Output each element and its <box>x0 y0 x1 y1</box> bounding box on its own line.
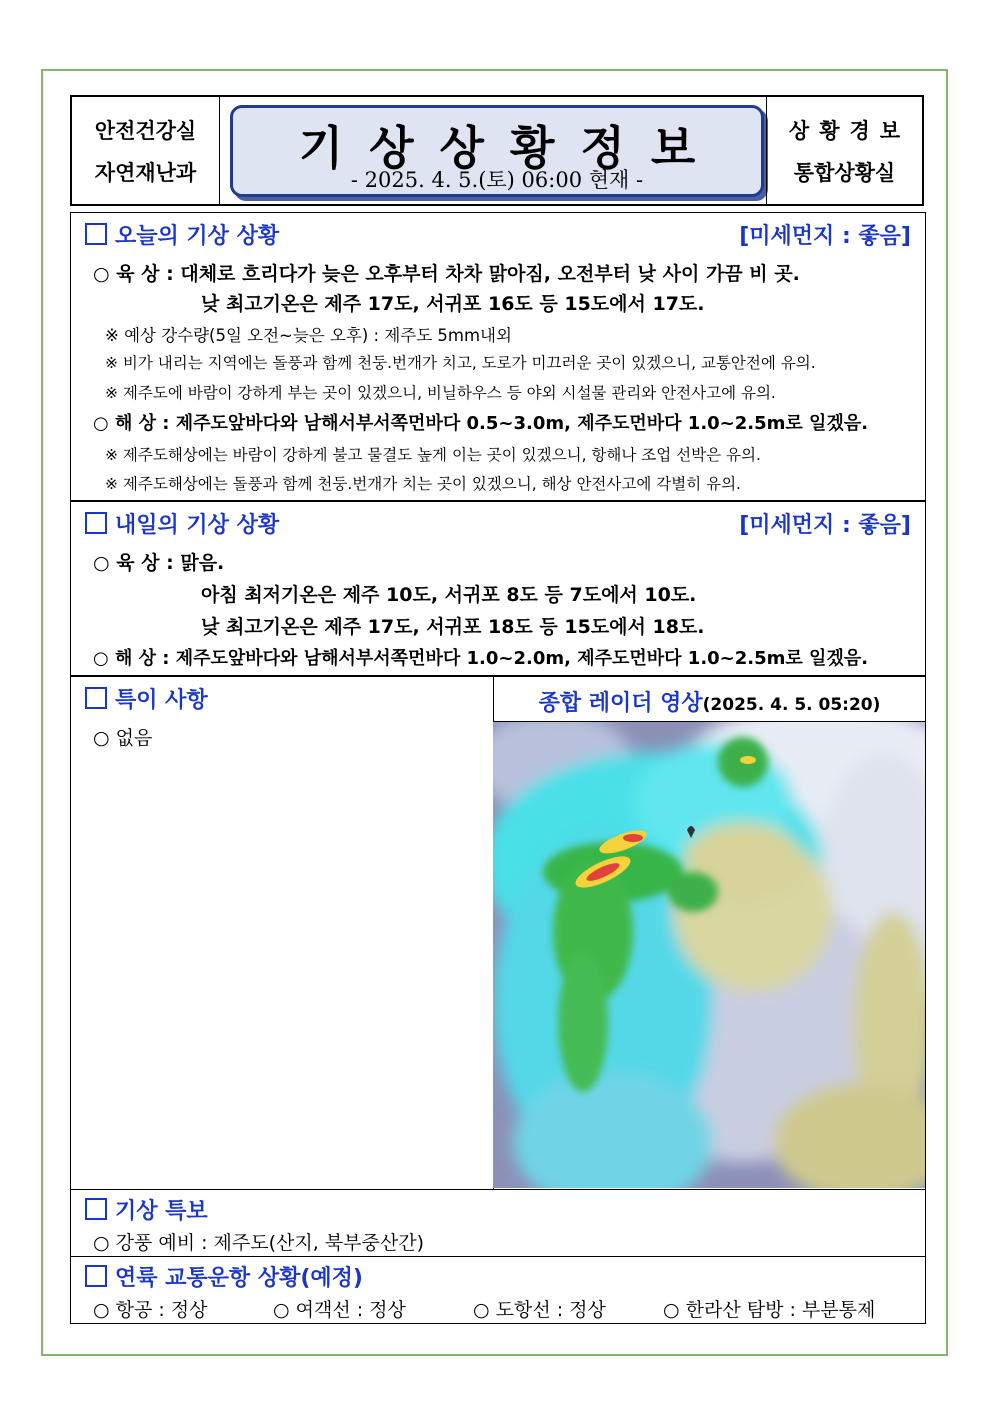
special-heading-label: 특이 사항 <box>115 688 208 713</box>
report-header <box>70 95 924 206</box>
tomorrow-section <box>70 501 926 676</box>
traffic-section <box>70 1256 926 1324</box>
today-section <box>70 212 926 501</box>
checkbox-icon <box>85 1265 107 1287</box>
checkbox-icon <box>85 1198 107 1220</box>
report-datetime: - 2025. 4. 5.(토) 06:00 현재 - <box>350 168 644 192</box>
warnings-section <box>70 1189 926 1257</box>
today-heading-label: 오늘의 기상 상황 <box>115 224 280 249</box>
radar-timestamp: (2025. 4. 5. 05:20) <box>702 695 881 715</box>
today-land-line1: ○ 육 상 : 대체로 흐리다가 늦은 오후부터 차차 맑아짐, 오전부터 낮 사이 가끔 비 곳. <box>93 263 800 285</box>
today-note5: ※ 제주도해상에는 돌풍과 함께 천둥.번개가 치는 곳이 있겠으니, 해상 안전사고에 각별히 유의. <box>105 475 741 493</box>
title-box <box>230 105 764 197</box>
department-line1: 안전건강실 <box>94 118 197 143</box>
today-note3: ※ 제주도에 바람이 강하게 부는 곳이 있겠으니, 비닐하우스 등 야외 시설물 관리와 안전사고에 유의. <box>105 384 776 402</box>
warnings-heading-label: 기상 특보 <box>115 1199 208 1224</box>
page-title: 기상상황정보 <box>298 121 722 175</box>
tomorrow-heading-label: 내일의 기상 상황 <box>115 513 280 538</box>
checkbox-icon <box>85 687 107 709</box>
radar-title-row <box>494 677 925 722</box>
office-line1: 상황경보 <box>788 118 911 143</box>
traffic-heading-label: 연륙 교통운항 상황(예정) <box>115 1266 363 1291</box>
radar-title: 종합 레이더 영상 <box>538 691 703 716</box>
tomorrow-land-line2: 아침 최저기온은 제주 10도, 서귀포 8도 등 7도에서 10도. <box>201 584 697 606</box>
tomorrow-land-line3: 낮 최고기온은 제주 17도, 서귀포 18도 등 15도에서 18도. <box>201 616 705 638</box>
traffic-island-ferry: ○ 도항선 : 정상 <box>473 1299 606 1321</box>
today-dust: [미세먼지 : 좋음] <box>739 224 911 249</box>
radar-image <box>493 722 925 1188</box>
today-note2: ※ 비가 내리는 지역에는 돌풍과 함께 천둥.번개가 치고, 도로가 미끄러운 곳이 있겠으니, 교통안전에 유의. <box>105 354 816 372</box>
department-line2: 자연재난과 <box>94 160 197 185</box>
today-sea-line: ○ 해 상 : 제주도앞바다와 남해서부서쪽먼바다 0.5~3.0m, 제주도먼바다 1.0~2.5m로 일겠음. <box>93 413 869 434</box>
tomorrow-heading <box>85 508 279 539</box>
warnings-heading <box>85 1194 208 1225</box>
today-land-line2: 낮 최고기온은 제주 17도, 서귀포 16도 등 15도에서 17도. <box>201 293 705 315</box>
today-heading <box>85 219 279 250</box>
traffic-hallasan: ○ 한라산 탐방 : 부분통제 <box>663 1299 876 1321</box>
tomorrow-land-line1: ○ 육 상 : 맑음. <box>93 552 225 574</box>
today-note1: ※ 예상 강수량(5일 오전~늦은 오후) : 제주도 5mm내외 <box>105 326 512 345</box>
traffic-ferry: ○ 여객선 : 정상 <box>273 1299 406 1321</box>
traffic-air: ○ 항공 : 정상 <box>93 1299 208 1321</box>
department-block <box>72 97 220 204</box>
today-note4: ※ 제주도해상에는 바람이 강하게 불고 물결도 높게 이는 곳이 있겠으니, 항해나 조업 선박은 유의. <box>105 446 761 464</box>
office-block <box>766 97 922 204</box>
checkbox-icon <box>85 512 107 534</box>
special-item: ○ 없음 <box>93 727 153 749</box>
traffic-heading <box>85 1261 363 1292</box>
checkbox-icon <box>85 223 107 245</box>
special-heading <box>85 683 208 714</box>
warnings-item: ○ 강풍 예비 : 제주도(산지, 북부중산간) <box>93 1232 424 1254</box>
office-line2: 통합상황실 <box>793 160 896 185</box>
tomorrow-sea-line: ○ 해 상 : 제주도앞바다와 남해서부서쪽먼바다 1.0~2.0m, 제주도먼바다 1.0~2.5m로 일겠음. <box>93 648 869 669</box>
tomorrow-dust: [미세먼지 : 좋음] <box>739 513 911 538</box>
